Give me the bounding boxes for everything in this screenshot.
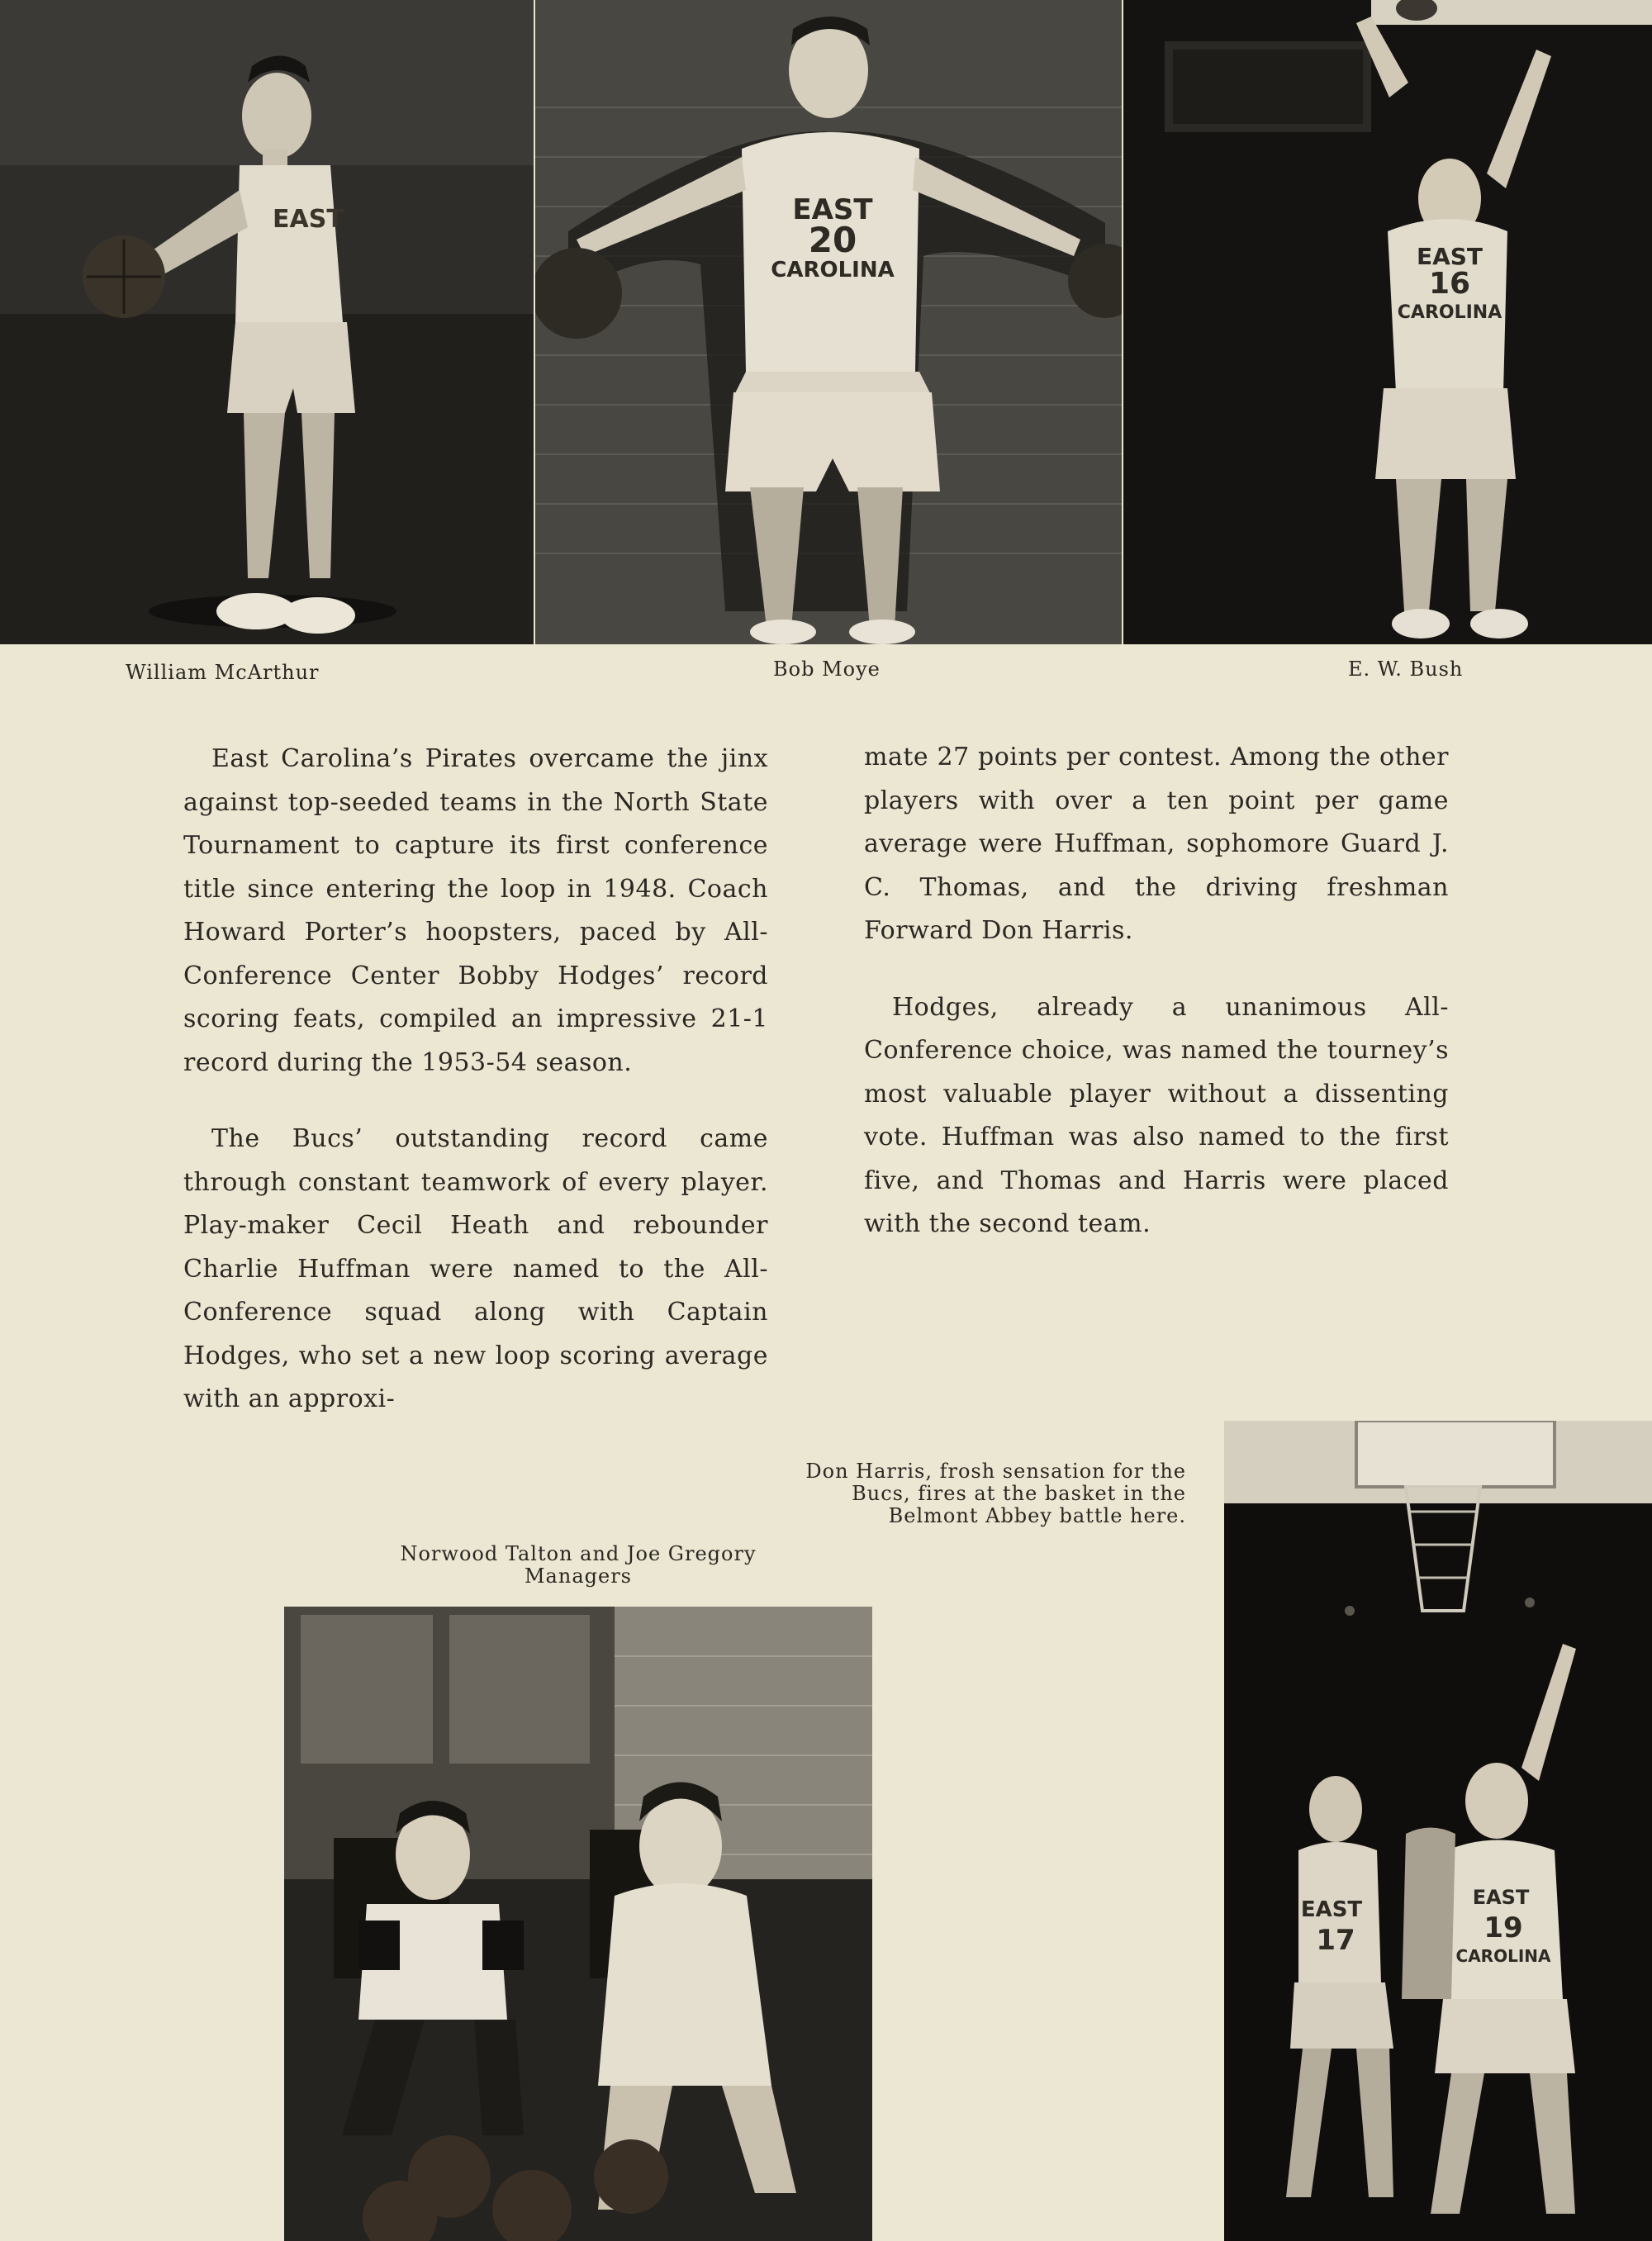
jersey-line1-moye: EAST [792, 193, 873, 226]
caption-line: Belmont Abbey battle here. [888, 1504, 1186, 1527]
caption-managers [363, 1543, 793, 1588]
jersey-line2-bush: CAROLINA [1397, 302, 1502, 323]
caption-line: Bucs, fires at the basket in the [852, 1482, 1186, 1505]
jersey-text-mcarthur: EAST [273, 205, 344, 234]
photo-bob-moye [535, 0, 1122, 644]
article-paragraph: mate 27 points per contest. Among the other players with over a ten point per game average were Huffman, sophomore Guard J. C. Thomas, and the driving freshman Forward Don Harris. [864, 743, 1449, 945]
jersey-number-moye: 20 [808, 220, 857, 260]
jersey-right-line2: CAROLINA [1455, 1946, 1551, 1966]
article-paragraph: Hodges, already a unanimous All-Conference choice, was named the tourney’s most valuable player without a dissenting vote. Huffman was also named to the first five, and Thomas and Harris were placed with the second team. [864, 992, 1449, 1238]
jersey-left-number: 17 [1316, 1924, 1355, 1957]
article-right-column [864, 736, 1449, 1280]
jersey-line2-moye: CAROLINA [771, 258, 895, 282]
photo-ew-bush [1123, 0, 1652, 644]
caption-line: Managers [524, 1564, 632, 1588]
photo-william-mcarthur [0, 0, 534, 644]
article-paragraph: The Bucs’ outstanding record came through constant teamwork of every player. Play-maker Cecil Heath and rebounder Charlie Huffman were named to the All-Conference squad along with Captain Hodges, who set a new loop scoring average with an approxi- [183, 1124, 768, 1413]
photo-managers [284, 1607, 872, 2241]
caption-ew-bush: E. W. Bush [1348, 658, 1464, 681]
article-paragraph: East Carolina’s Pirates overcame the jinx against top-seeded teams in the North State Tournament to capture its first conference title since entering the loop in 1948. Coach Howard Porter’s hoopsters, paced by All-Conference Center Bobby Hodges’ record scoring feats, compiled an impressive 21-1 record during the 1953-54 season. [183, 744, 768, 1077]
jersey-right-number: 19 [1483, 1911, 1523, 1944]
caption-william-mcarthur: William McArthur [126, 661, 320, 684]
caption-line: Norwood Talton and Joe Gregory [400, 1542, 757, 1565]
caption-bob-moye: Bob Moye [773, 658, 881, 681]
jersey-right-line1: EAST [1472, 1886, 1530, 1909]
caption-don-harris [760, 1460, 1186, 1527]
photo-don-harris-action [1224, 1421, 1652, 2241]
jersey-left-line1: EAST [1300, 1897, 1363, 1922]
caption-line: Don Harris, frosh sensation for the [805, 1460, 1186, 1483]
jersey-number-bush: 16 [1428, 267, 1471, 301]
article-left-column [183, 738, 768, 1455]
jersey-line1-bush: EAST [1416, 243, 1483, 270]
